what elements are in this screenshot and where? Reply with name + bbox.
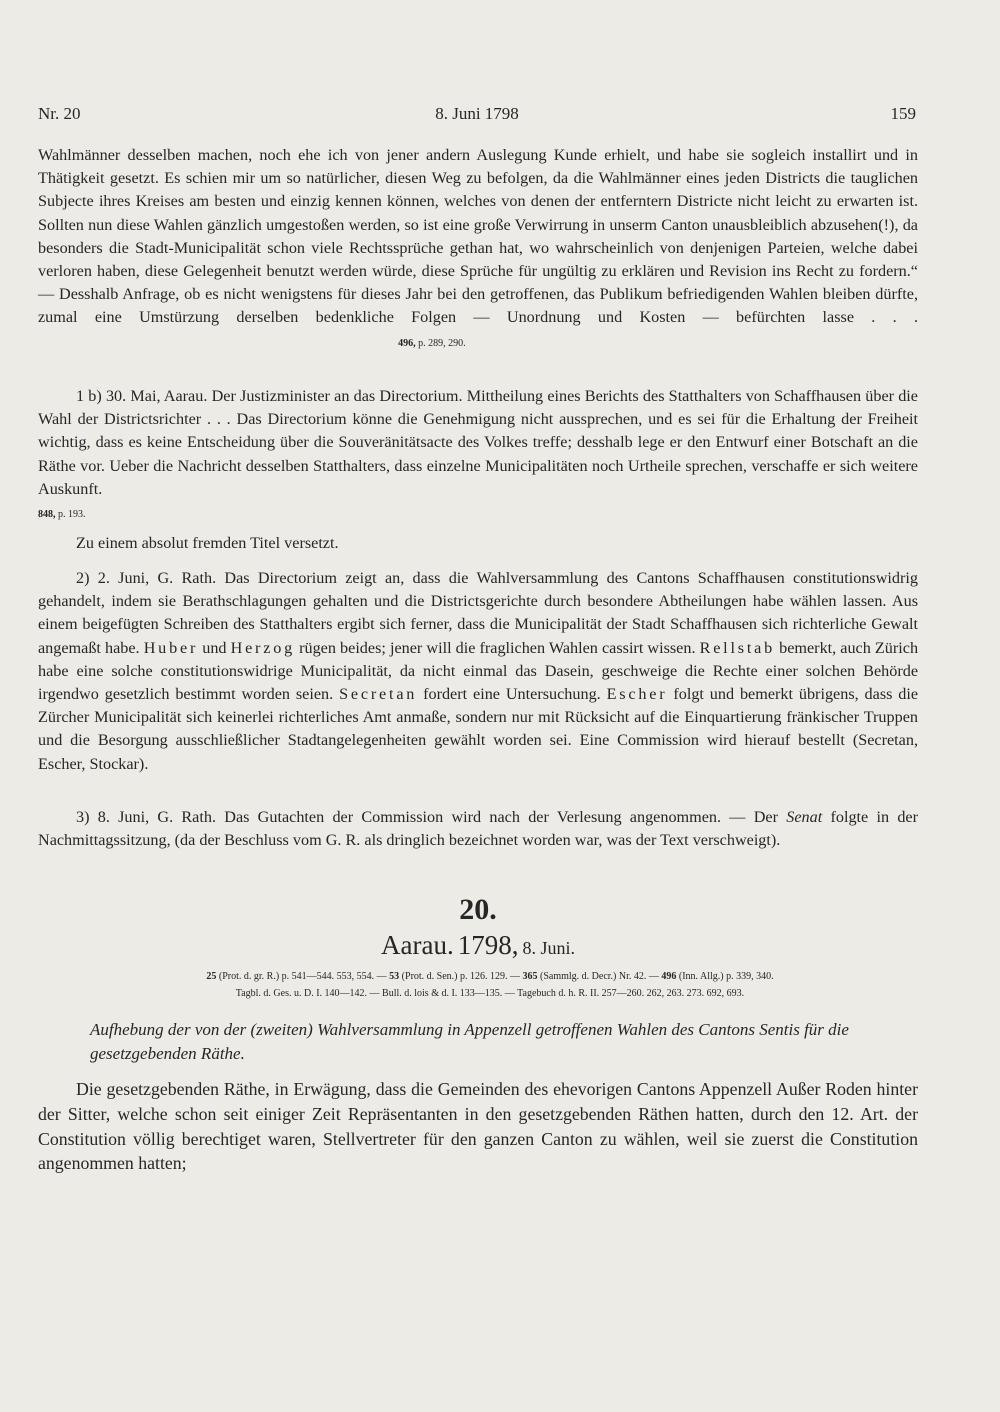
speaker-name: Escher: [606, 685, 668, 704]
speaker-name: Herzog: [230, 638, 296, 657]
source-text: (Prot. d. gr. R.) p. 541—544. 553, 554. —: [218, 971, 387, 982]
source-reference: [398, 338, 466, 349]
paragraph-text: Wahlmänner desselben machen, noch ehe ich von jener andern Auslegung Kunde erhielt, und habe sie sogleich installirt und in Thätigkeit gesetzt. Es schien mir um so natürlicher, diesen Weg zu befolgen, da die Wahlmänner eines jeden Districts die tauglichen Subjecte ihres Kreises am besten und einzig kennen können, welches von denen der entferntern Districte nicht leicht zu erwarten ist. Sollten nun diese Wahlen gänzlich umgestoßen werden, so ist eine große Verwirrung in unserm Canton unausbleiblich abzusehen(!), da besonders die Stadt-Municipalität schon viele Rechtssprüche gethan hat, wo wahrscheinlich von denjenigen Parteien, welche dabei verloren haben, diese Gelegenheit benutzt werden würde, diese Sprüche für ungültig zu erklären und Revision ins Recht zu fordern.“ — Desshalb Anfrage, ob es nicht wenigstens für dieses Jahr bei den getroffenen, das Publikum befriedigenden Wahlen bleiben dürfte, zumal eine Umstürzung derselben bedenkliche Folgen — Unordnung und Kosten — befürchten lasse . . .: [38, 146, 918, 327]
speaker-name: Secretan: [339, 685, 418, 704]
source-text: (Sammlg. d. Decr.) Nr. 42. —: [540, 971, 659, 982]
paragraph-text: fordert eine Untersuchung.: [423, 685, 601, 704]
document-title: Aufhebung der von der (zweiten) Wahlversammlung in Appenzell getroffenen Wahlen des Cantons Sentis für die gesetzgebenden Räthe.: [90, 1020, 849, 1063]
source-reference: [38, 509, 86, 520]
place-and-date: [0, 930, 956, 961]
document-number-header: Nr. 20: [38, 104, 81, 123]
source-text: (Inn. Allg.) p. 339, 340.: [678, 971, 774, 982]
header-date: 8. Juni 1798: [435, 104, 519, 123]
source-line: [80, 968, 900, 985]
speaker-name: Rellstab: [699, 638, 776, 657]
paragraph-text: rügen beides; jener will die fraglichen Wahlen cassirt wissen.: [299, 638, 696, 657]
paragraph-text: und: [202, 638, 227, 657]
document-body: [38, 1077, 918, 1176]
senat-term: Senat: [786, 808, 823, 826]
paragraph-text: 1 b) 30. Mai, Aarau. Der Justizminister an das Directorium. Mittheilung eines Berichts des Statthalters von Schaffhausen über die Wahl der Districtsrichter . . . Das Directorium könne die Genehmigung nicht aussprechen, und es sei für die Erhaltung der Freiheit wichtig, dass es keine Entscheidung über die Souveränitätsacte des Volkes treffe; desshalb lege er den Entwurf einer Botschaft an die Räthe vor. Ueber die Nachricht desselben Statthalters, dass einzelne Municipalitäten noch Urtheile sprechen, verschaffe er sich weitere Auskunft.: [38, 387, 918, 498]
note-line: [38, 532, 918, 555]
reference-pages: p. 193.: [58, 509, 86, 521]
paragraph-text: bemerkt, auch Zürich habe eine solche constitutionswidrige Municipalität, da nicht einmal das Dasein, geschweige die Rechte einer solchen Behörde irgendwo gesetzlich bestimmt worden seien.: [38, 638, 919, 704]
entry-2: [38, 567, 918, 776]
paragraph-text: 2) 2. Juni, G. Rath. Das Directorium zeigt an, dass die Wahlversammlung des Cantons Schaffhausen constitutionswidrig gehandelt, indem sie Berathschlagungen gehalten und die Districtsgerichte durch besondere Abtheilungen habe wählen lassen. Aus einem beigefügten Schreiben des Statthalters ergibt sich ferner, dass die Municipalität der Stadt Schaffhausen sich richterliche Gewalt angemaßt habe.: [38, 569, 918, 657]
page-number: 159: [890, 104, 916, 123]
reference-number: 496,: [398, 337, 416, 349]
place-name: Aarau.: [381, 930, 454, 960]
body-paragraph: Die gesetzgebenden Räthe, in Erwägung, dass die Gemeinden des ehevorigen Cantons Appenzell Außer Roden hinter der Sitter, welche schon seit einiger Zeit Repräsentanten in den gesetzgebenden Räthen hatten, durch den 12. Art. der Constitution völlig berechtiget waren, Stellvertreter für den ganzen Canton zu wählen, weil sie zuerst die Constitution angenommen hatten;: [38, 1079, 918, 1174]
speaker-name: Huber: [143, 638, 199, 657]
page-header: [38, 104, 916, 130]
entry-1b: [38, 385, 918, 526]
source-text: (Prot. d. Sen.) p. 126. 129. —: [401, 971, 521, 982]
paragraph-text: Zu einem absolut fremden Titel versetzt.: [76, 534, 339, 552]
source-references: [80, 968, 900, 1002]
document-day: 8. Juni.: [522, 938, 575, 958]
source-number: 496: [661, 971, 677, 982]
entry-3: [38, 806, 918, 852]
document-number: 20.: [459, 893, 497, 926]
reference-number: 848,: [38, 509, 56, 521]
source-number: 365: [522, 971, 538, 982]
document-year: 1798,: [457, 930, 519, 960]
paragraph-continuation: [38, 144, 918, 355]
paragraph-text: folgte in der Nachmittagssitzung, (da der Beschluss vom G. R. als dringlich bezeichnet worden war, was der Text verschweigt).: [38, 808, 918, 850]
paragraph-text: 3) 8. Juni, G. Rath. Das Gutachten der Commission wird nach der Verlesung angenommen. — Der: [76, 808, 778, 826]
paragraph-text: folgt und bemerkt übrigens, dass die Zürcher Municipalität sich keinerlei richterliches Amt anmaße, sondern nur mit Rücksicht auf die Einquartierung fränkischer Truppen und die Besorgung ausschließlicher Stadtangelegenheiten gewählt worden sei. Eine Commission wird hierauf bestellt (Secretan, Escher, Stockar).: [38, 685, 919, 773]
source-number: 25: [206, 971, 217, 982]
source-line: Tagbl. d. Ges. u. D. I. 140—142. — Bull. d. lois & d. I. 133—135. — Tagebuch d. h. R. II. 257—260. 262, 263. 273. 692, 693.: [235, 988, 745, 999]
reference-pages: p. 289, 290.: [418, 337, 466, 349]
source-number: 53: [389, 971, 400, 982]
